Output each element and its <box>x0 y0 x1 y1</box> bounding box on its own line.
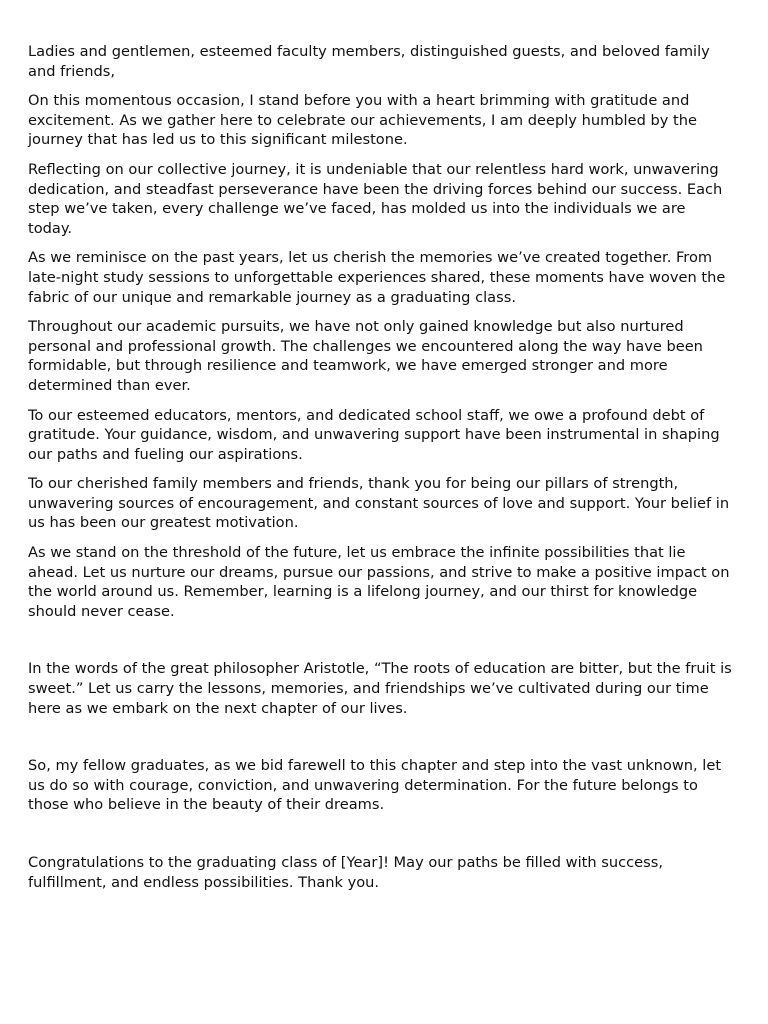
paragraph-future: As we stand on the threshold of the future, let us embrace the infinite possibilities that lie ahead. Let us nurture our dreams, pursue our passions, and strive to make a positive impact on the world around us. Remember, learning is a lifelong journey, and our thirst for knowledge should never cease. <box>28 544 730 620</box>
paragraph-reflection: Reflecting on our collective journey, it is undeniable that our relentless hard work, unwavering dedication, and steadfast perseverance have been the driving forces behind our success. Each step we’ve taken, every challenge we’ve faced, has molded us into the individuals we are today. <box>28 160 723 237</box>
paragraph-educators: To our esteemed educators, mentors, and dedicated school staff, we owe a profound debt of gratitude. Your guidance, wisdom, and unwavering support have been instrumental in shaping our paths and fueling our aspirations. <box>28 406 720 463</box>
paragraph-opening: On this momentous occasion, I stand before you with a heart brimming with gratitude and excitement. As we gather here to celebrate our achievements, I am deeply humbled by the journey that has led us to this significant milestone. <box>28 92 697 149</box>
paragraph-aristotle-quote: In the words of the great philosopher Aristotle, “The roots of education are bitter, but the fruit is sweet.” Let us carry the lessons, memories, and friendships we’ve cultivated during our time here as we embark on the next chapter of our lives. <box>28 660 732 717</box>
paragraph-growth: Throughout our academic pursuits, we have not only gained knowledge but also nurtured personal and professional growth. The challenges we encountered along the way have been formidable, but through resilience and teamwork, we have emerged stronger and more determined than ever. <box>28 318 703 394</box>
paragraph-salutation: Ladies and gentlemen, esteemed faculty members, distinguished guests, and beloved family and friends, <box>28 43 710 80</box>
paragraph-congratulations: Congratulations to the graduating class of [Year]! May our paths be filled with success, fulfillment, and endless possibilities. Thank you. <box>28 854 663 891</box>
speech-document <box>28 42 733 902</box>
paragraph-farewell: So, my fellow graduates, as we bid farewell to this chapter and step into the vast unknown, let us do so with courage, conviction, and unwavering determination. For the future belongs to those who believe in the beauty of their dreams. <box>28 757 722 814</box>
paragraph-family: To our cherished family members and friends, thank you for being our pillars of strength, unwavering sources of encouragement, and constant sources of love and support. Your belief in us has been our greatest motivation. <box>28 475 730 532</box>
paragraph-memories: As we reminisce on the past years, let us cherish the memories we’ve created together. From late-night study sessions to unforgettable experiences shared, these moments have woven the fabric of our unique and remarkable journey as a graduating class. <box>28 249 726 306</box>
